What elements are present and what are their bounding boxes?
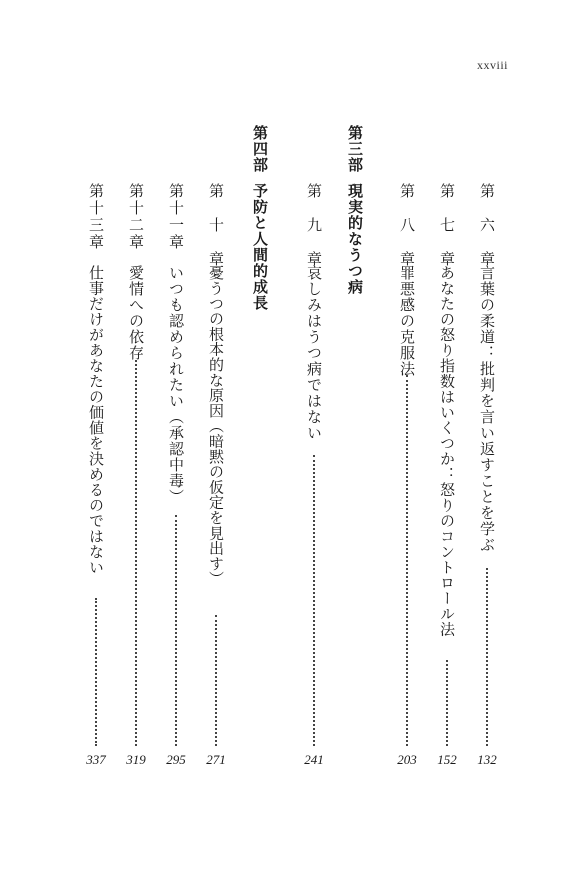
- chapter-page: 132: [477, 752, 497, 767]
- leader-dots: [406, 375, 408, 746]
- leader-dots: [95, 598, 97, 746]
- chapter-title: 愛情への依存: [127, 265, 145, 361]
- chapter-number: 第十一章: [167, 183, 185, 251]
- chapter-number: 第 九 章: [305, 183, 323, 268]
- chapter-number: 第十二章: [127, 183, 145, 251]
- toc-part-3: [345, 0, 365, 870]
- toc-entry-chapter-8: [397, 0, 417, 870]
- part-title: 現実的なうつ病: [346, 183, 364, 295]
- part-label: 第三部: [346, 125, 364, 173]
- part-title: 予防と人間的成長: [251, 183, 269, 311]
- page-number-folio: xxviii: [476, 58, 508, 72]
- chapter-title: あなたの怒り指数はいくつか：怒りのコントロール法: [438, 265, 456, 637]
- leader-dots: [175, 515, 177, 746]
- leader-dots: [215, 615, 217, 746]
- chapter-page: 203: [397, 752, 417, 767]
- leader-dots: [486, 568, 488, 746]
- toc-entry-chapter-6: [477, 0, 497, 870]
- chapter-number: 第 七 章: [438, 183, 456, 268]
- chapter-page: 295: [166, 752, 186, 767]
- chapter-number: 第 八 章: [398, 183, 416, 268]
- toc-part-4: [250, 0, 270, 870]
- chapter-number: 第十三章: [87, 183, 105, 251]
- leader-dots: [313, 455, 315, 746]
- chapter-title: いつも認められたい（承認中毒）: [167, 265, 185, 505]
- chapter-title: 哀しみはうつ病ではない: [305, 265, 323, 441]
- chapter-page: 241: [304, 752, 324, 767]
- chapter-number: 第 十 章: [207, 183, 225, 268]
- toc-entry-chapter-13: [86, 0, 106, 870]
- chapter-title: 憂うつの根本的な原因（暗黙の仮定を見出す）: [207, 265, 225, 587]
- chapter-page: 319: [126, 752, 146, 767]
- leader-dots: [446, 660, 448, 746]
- chapter-number: 第 六 章: [478, 183, 496, 268]
- chapter-page: 152: [437, 752, 457, 767]
- leader-dots: [135, 360, 137, 746]
- toc-entry-chapter-10: [206, 0, 226, 870]
- chapter-title: 言葉の柔道：批判を言い返すことを学ぶ: [478, 265, 496, 553]
- chapter-title: 罪悪感の克服法: [398, 265, 416, 377]
- toc-entry-chapter-11: [166, 0, 186, 870]
- chapter-page: 271: [206, 752, 226, 767]
- toc-entry-chapter-9: [304, 0, 324, 870]
- part-label: 第四部: [251, 125, 269, 173]
- chapter-title: 仕事だけがあなたの価値を決めるのではない: [87, 265, 105, 575]
- toc-entry-chapter-7: [437, 0, 457, 870]
- chapter-page: 337: [86, 752, 106, 767]
- toc-entry-chapter-12: [126, 0, 146, 870]
